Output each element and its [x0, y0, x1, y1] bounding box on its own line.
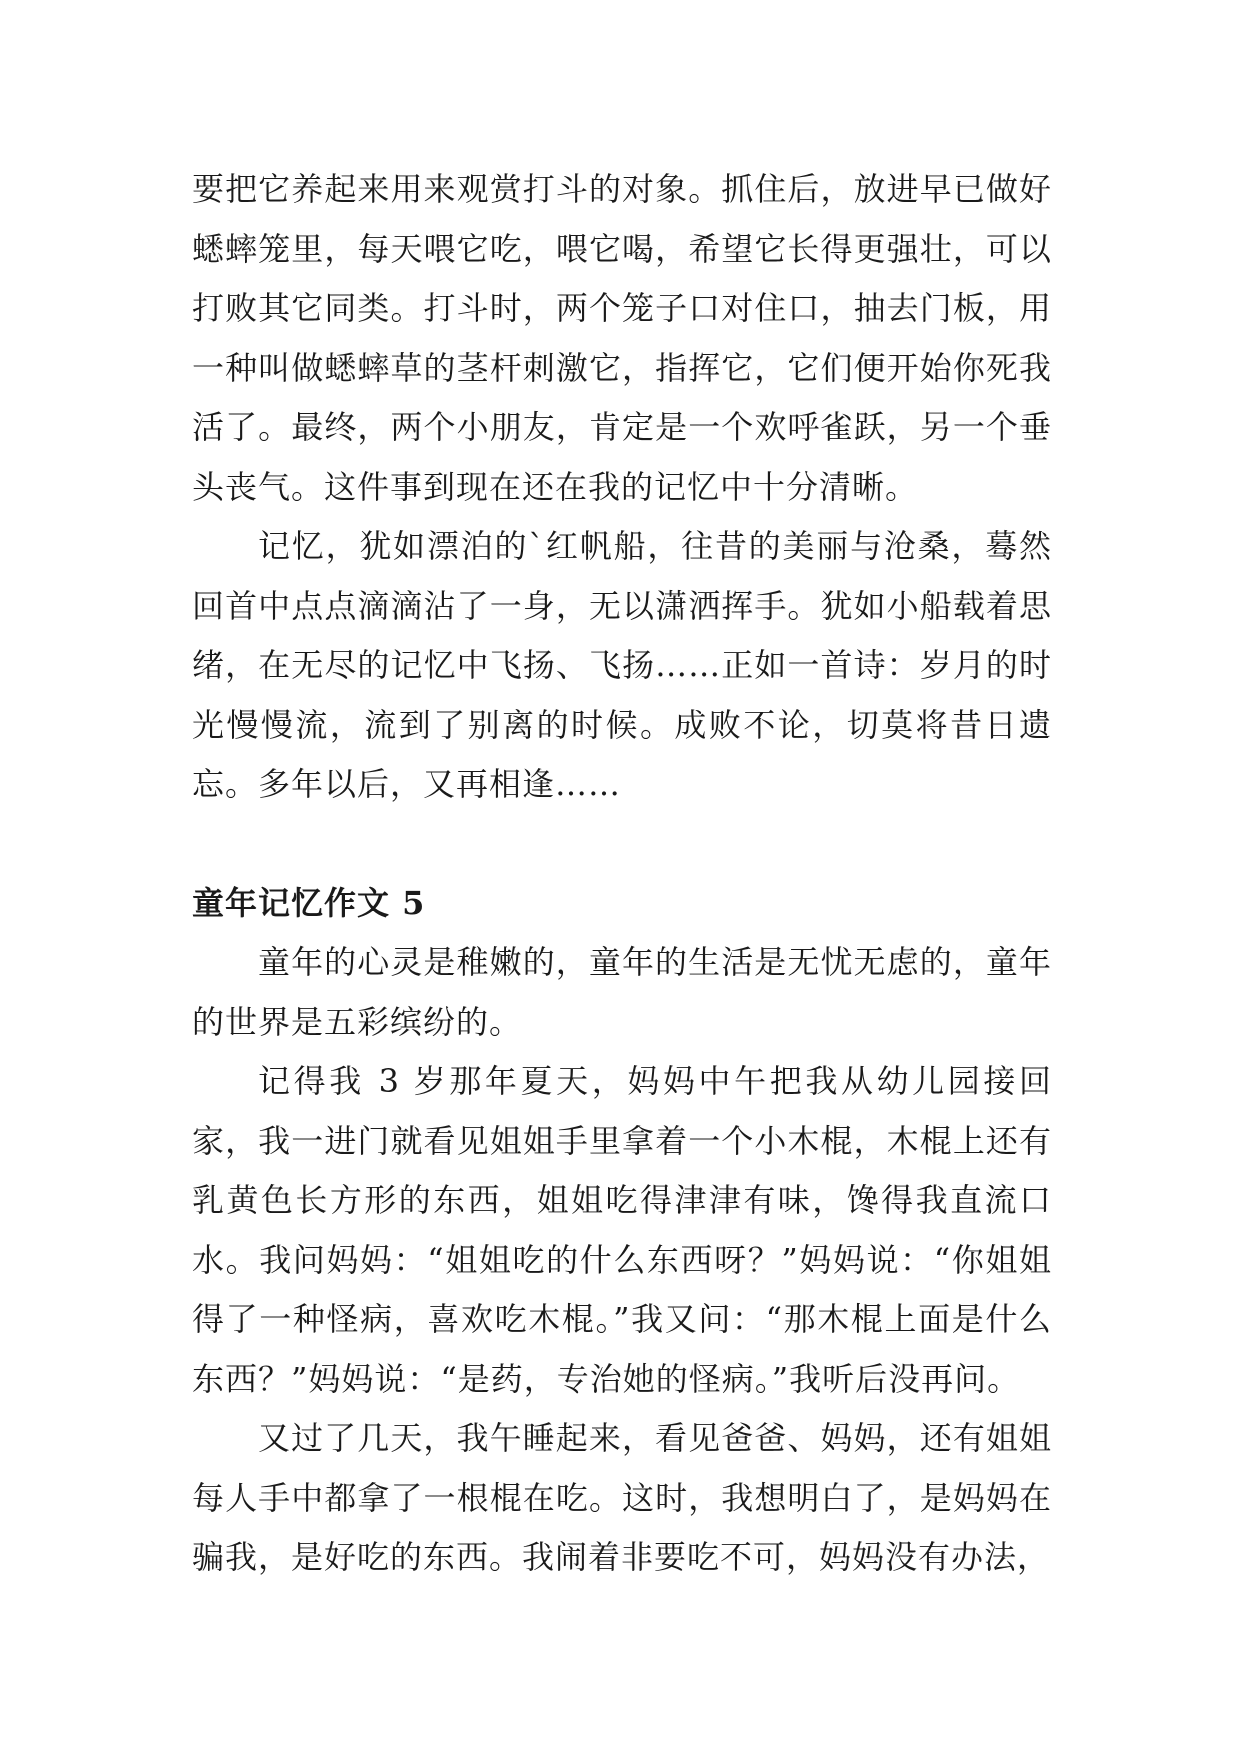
paragraph-nap-story: 又过了几天，我午睡起来，看见爸爸、妈妈，还有姐姐每人手中都拿了一根棍在吃。这时，我想明白了，是妈妈在骗我，是好吃的东西。我闹着非要吃不可，妈妈没有办法， [192, 1419, 1052, 1576]
document-page [192, 160, 1052, 1588]
section-title: 童年记忆作文 5 [192, 883, 426, 922]
paragraph-memory-boat: 记忆，犹如漂泊的`红帆船，往昔的美丽与沧桑，蓦然回首中点点滴滴沾了一身，无以潇洒挥手。犹如小船载着思绪，在无尽的记忆中飞扬、飞扬……正如一首诗：岁月的时光慢慢流，流到了别离的时候。成败不论，切莫将昔日遗忘。多年以后，又再相逢…… [192, 527, 1052, 803]
paragraph-childhood-intro: 童年的心灵是稚嫩的，童年的生活是无忧无虑的，童年的世界是五彩缤纷的。 [192, 943, 1052, 1041]
paragraph-cricket-story: 要把它养起来用来观赏打斗的对象。抓住后，放进早已做好蟋蟀笼里，每天喂它吃，喂它喝，希望它长得更强壮，可以打败其它同类。打斗时，两个笼子口对住口，抽去门板，用一种叫做蟋蟀草的茎杆刺激它，指挥它，它们便开始你死我活了。最终，两个小朋友，肯定是一个欢呼雀跃，另一个垂头丧气。这件事到现在还在我的记忆中十分清晰。 [192, 170, 1052, 506]
paragraph-popsicle-story: 记得我 3 岁那年夏天，妈妈中午把我从幼儿园接回家，我一进门就看见姐姐手里拿着一个小木棍，木棍上还有乳黄色长方形的东西，姐姐吃得津津有味，馋得我直流口水。我问妈妈：“姐姐吃的什么东西呀？”妈妈说：“你姐姐得了一种怪病，喜欢吃木棍。”我又问：“那木棍上面是什么东西？”妈妈说：“是药，专治她的怪病。”我听后没再问。 [192, 1062, 1052, 1398]
